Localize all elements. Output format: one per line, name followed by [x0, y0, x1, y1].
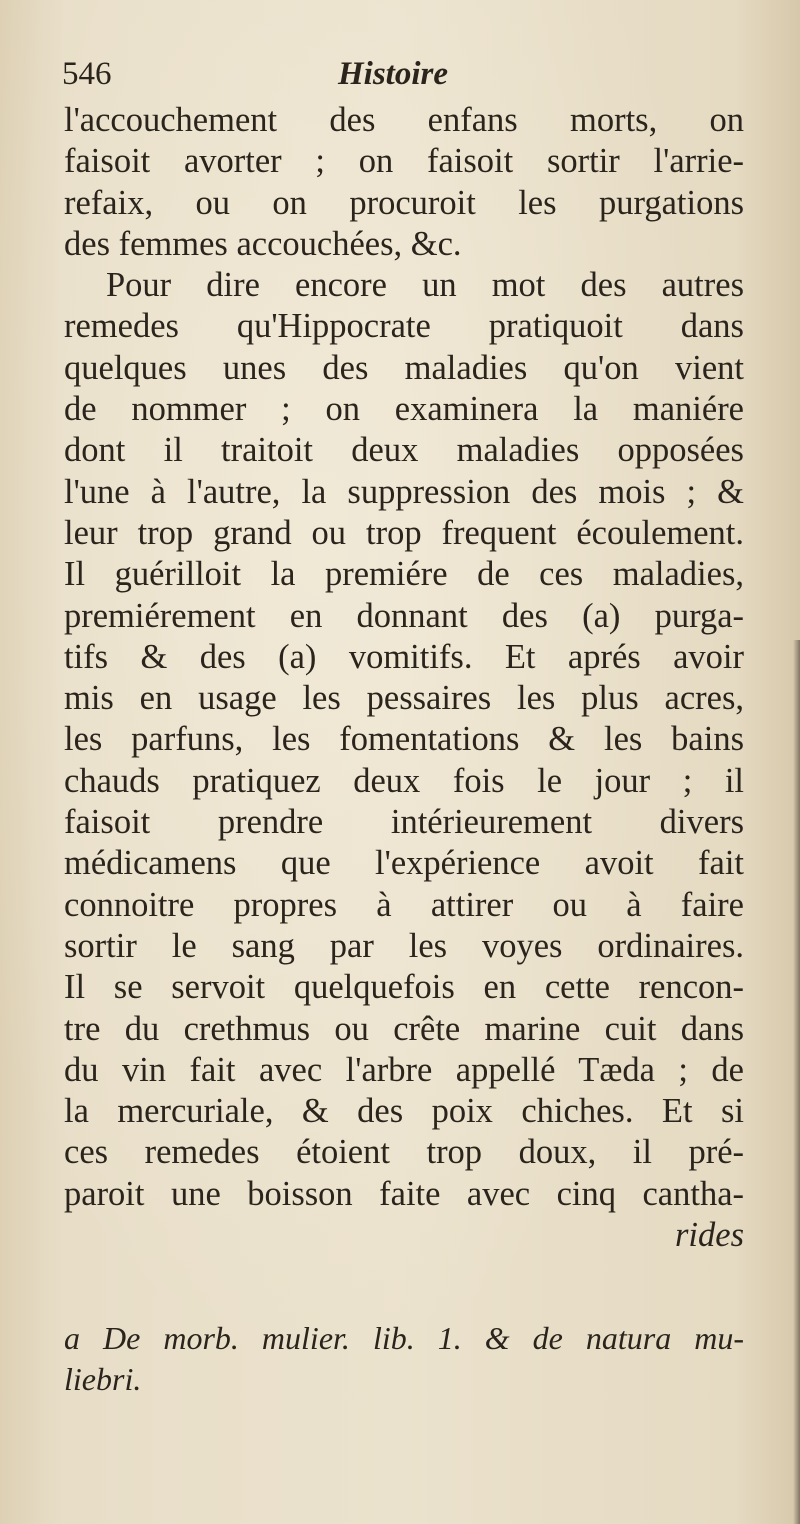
body-line: faisoit prendre intérieurement divers [64, 803, 744, 842]
running-title: Histoire [338, 56, 449, 92]
page-edge-shadow [793, 640, 800, 1524]
body-text [64, 100, 744, 1256]
body-line: tre du crethmus ou crête marine cuit dans [64, 1009, 744, 1048]
body-line: sortir le sang par les voyes ordinaires. [64, 926, 744, 965]
footnote-line: liebri. [64, 1361, 142, 1397]
body-line: quelques unes des maladies qu'on vient [64, 348, 744, 387]
page-number: 546 [62, 56, 112, 92]
body-line: Il se servoit quelquefois en cette rencon- [64, 968, 744, 1007]
body-line: l'accouchement des enfans morts, on [64, 101, 744, 139]
body-line: dont il traitoit deux maladies opposées [64, 431, 744, 470]
body-line: paroit une boisson faite avec cinq cantha- [64, 1174, 744, 1213]
body-line: tifs & des (a) vomitifs. Et aprés avoir [64, 637, 744, 676]
body-line: l'une à l'autre, la suppression des mois ; & [64, 472, 744, 511]
body-line: faisoit avorter ; on faisoit sortir l'arrie- [64, 142, 744, 181]
body-line: connoitre propres à attirer ou à faire [64, 885, 744, 924]
body-line: chauds pratiquez deux fois le jour ; il [64, 761, 744, 800]
body-line: remedes qu'Hippocrate pratiquoit dans [64, 307, 744, 346]
footnote-line: a De morb. mulier. lib. 1. & de natura mu- [64, 1320, 744, 1356]
body-line: les parfuns, les fomentations & les bains [64, 720, 744, 759]
body-line: leur trop grand ou trop frequent écoulement. [64, 513, 744, 552]
body-line: du vin fait avec l'arbre appellé Tæda ; de [64, 1050, 744, 1089]
body-line: mis en usage les pessaires les plus acres, [64, 679, 744, 718]
body-line: des femmes accouchées, &c. [64, 224, 462, 263]
body-line: Il guérilloit la premiére de ces maladies, [64, 555, 744, 594]
running-header [62, 50, 742, 98]
catchword: rides [675, 1216, 744, 1255]
body-line: refaix, ou on procuroit les purgations [64, 183, 744, 222]
body-line: la mercuriale, & des poix chiches. Et si [64, 1092, 744, 1131]
body-line: premiérement en donnant des (a) purga- [64, 596, 744, 635]
body-line: médicamens que l'expérience avoit fait [64, 844, 744, 883]
body-line: de nommer ; on examinera la maniére [64, 390, 744, 429]
footnote [64, 1318, 744, 1400]
body-line: ces remedes étoient trop doux, il pré- [64, 1133, 744, 1172]
body-line: Pour dire encore un mot des autres [106, 266, 744, 305]
